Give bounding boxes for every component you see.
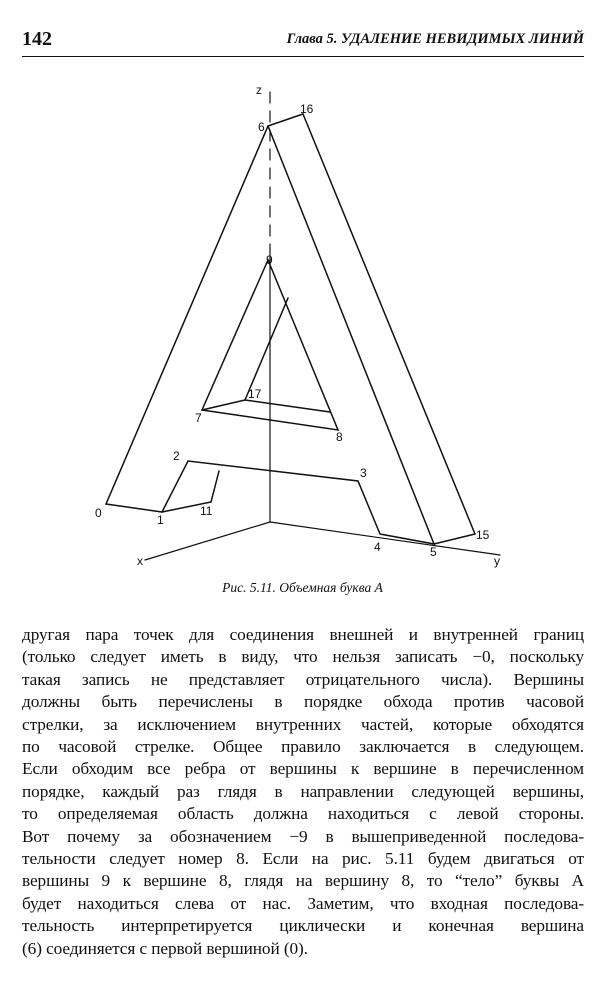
body-line: вершины 9 к вершине 8, глядя на вершину 8, то “тело” буквы А bbox=[22, 871, 584, 891]
vertex-label-8: 8 bbox=[336, 430, 343, 444]
header-rule bbox=[22, 56, 584, 57]
body-line: тельности следует номер 8. Если на рис. 5.11 будем двигаться от bbox=[22, 849, 584, 869]
vertex-label-0: 0 bbox=[95, 506, 102, 520]
vertex-label-1: 1 bbox=[157, 513, 164, 527]
body-line: порядке, каждый раз глядя в направлении следующей вершины, bbox=[22, 781, 584, 801]
axis-label-x: x bbox=[137, 554, 143, 568]
body-line: должны быть перечислены в порядке обхода против часовой bbox=[22, 692, 584, 712]
vertex-label-9: 9 bbox=[266, 253, 273, 267]
body-line: Вот почему за обозначением −9 в вышеприведенной последова- bbox=[22, 826, 584, 846]
body-line: другая пара точек для соединения внешней и внутренней границ bbox=[22, 625, 584, 644]
page-header bbox=[22, 26, 584, 54]
vertex-label-11: 11 bbox=[200, 504, 213, 518]
running-head: Глава 5. УДАЛЕНИЕ НЕВИДИМЫХ ЛИНИЙ bbox=[286, 31, 584, 47]
page-number: 142 bbox=[22, 28, 52, 50]
body-line: по часовой стрелке. Общее правило заключается в следующем. bbox=[22, 737, 584, 757]
vertex-label-16: 16 bbox=[300, 102, 314, 116]
inner-triangle-depth-bottom bbox=[202, 400, 245, 410]
vertex-label-4: 4 bbox=[374, 540, 381, 554]
body-line: то определяемая область должна находиться с левой стороны. bbox=[22, 804, 584, 824]
figure-caption: Рис. 5.11. Объемная буква А bbox=[222, 580, 383, 595]
body-line: такая запись не представляет отрицательного числа). Вершины bbox=[22, 669, 584, 689]
vertex-label-7: 7 bbox=[195, 411, 202, 425]
axis-label-y: y bbox=[494, 554, 500, 568]
vertex-label-17: 17 bbox=[248, 387, 262, 401]
vertex-label-3: 3 bbox=[360, 466, 367, 480]
extrude-edge-16-15 bbox=[303, 114, 475, 534]
axis-label-z: z bbox=[256, 83, 262, 97]
axis-x bbox=[145, 522, 270, 560]
vertex-label-15: 15 bbox=[476, 528, 490, 542]
body-text bbox=[22, 624, 584, 960]
figure-3d-letter-a bbox=[0, 60, 605, 580]
body-line: будет находиться слева от нас. Заметим, что входная последова- bbox=[22, 893, 584, 913]
vertex-label-5: 5 bbox=[430, 545, 437, 559]
body-line: стрелки, за исключением внутренних частей, которые обходятся bbox=[22, 714, 584, 734]
extrude-edge-6-16 bbox=[268, 114, 303, 126]
extrude-edge-5-15 bbox=[434, 534, 475, 544]
axis-y bbox=[270, 522, 500, 555]
vertex-label-2: 2 bbox=[173, 449, 180, 463]
body-line: тельность интерпретируется циклически и конечная вершина bbox=[22, 916, 584, 936]
body-line: (6) соединяется с первой вершиной (0). bbox=[22, 938, 308, 958]
vertex-label-6: 6 bbox=[258, 120, 265, 134]
body-line: Если обходим все ребра от вершины к вершине в перечисленном bbox=[22, 759, 584, 779]
body-line: (только следует иметь в виду, что нельзя записать −0, поскольку bbox=[22, 647, 584, 667]
